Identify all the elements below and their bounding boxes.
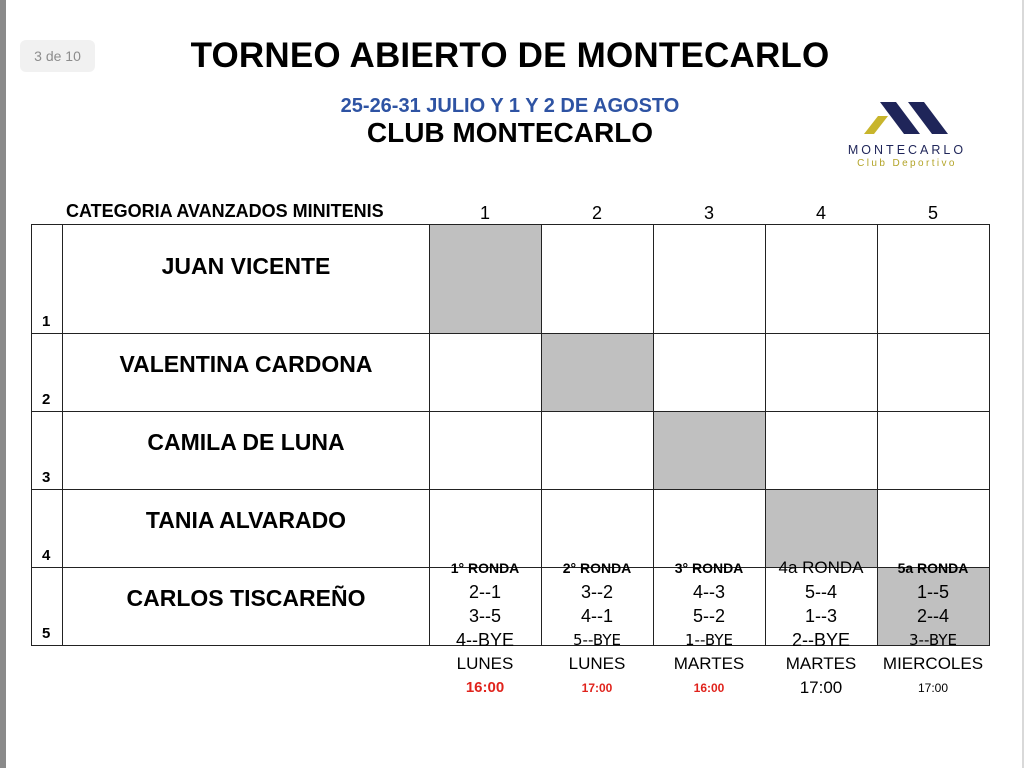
player-row-3 [32, 412, 990, 490]
match-pairing: 4--1 [580, 606, 613, 626]
player-number: 4 [42, 547, 51, 564]
score-cell [542, 225, 654, 334]
score-cell [430, 412, 542, 490]
round-time: 17:00 [799, 678, 843, 697]
match-pairing: 1--3 [804, 606, 837, 626]
score-cell [766, 412, 878, 490]
column-header-5: 5 [927, 203, 938, 223]
round-time: 16:00 [465, 679, 505, 696]
match-pairing: 5--BYE [573, 631, 621, 649]
round-day: MARTES [785, 654, 857, 673]
score-cell [766, 334, 878, 412]
round-label: 2° RONDA [562, 560, 632, 576]
player-name: CAMILA DE LUNA [63, 412, 430, 490]
round-schedule-3 [653, 556, 765, 700]
player-number-cell [32, 334, 63, 412]
match-pairing: 5--4 [804, 582, 837, 602]
score-cell [430, 334, 542, 412]
match-pairing: 3--BYE [909, 631, 957, 649]
player-number: 2 [42, 391, 51, 408]
logo-subtitle: Club Deportivo [857, 158, 957, 169]
round-schedule-5 [877, 556, 989, 700]
player-number-cell [32, 568, 63, 646]
match-pairing: 5--2 [692, 606, 725, 626]
score-cell-blocked [542, 334, 654, 412]
player-number-cell [32, 412, 63, 490]
score-cell [542, 412, 654, 490]
round-label: 5a RONDA [897, 560, 969, 576]
score-cell [878, 334, 990, 412]
score-cell-blocked [654, 412, 766, 490]
round-day: LUNES [456, 654, 514, 673]
match-pairing: 1--5 [916, 582, 949, 602]
round-schedule-1 [429, 556, 541, 700]
round-label: 3° RONDA [674, 560, 744, 576]
player-number-cell [32, 225, 63, 334]
round-time: 17:00 [581, 681, 613, 695]
player-number: 5 [42, 625, 51, 642]
round-time: 16:00 [693, 681, 725, 695]
player-name: TANIA ALVARADO [63, 490, 430, 568]
score-cell [878, 225, 990, 334]
match-pairing: 2--1 [468, 582, 501, 602]
player-number-cell [32, 490, 63, 568]
match-pairing: 2--4 [916, 606, 949, 626]
score-cell-blocked [430, 225, 542, 334]
match-pairing: 2--BYE [791, 630, 851, 650]
column-header-2: 2 [591, 203, 602, 223]
player-number: 3 [42, 469, 51, 486]
match-pairing: 3--5 [468, 606, 501, 626]
match-pairing: 4--BYE [455, 630, 515, 650]
player-name: VALENTINA CARDONA [63, 334, 430, 412]
score-cell [878, 412, 990, 490]
player-name: CARLOS TISCAREÑO [63, 568, 430, 646]
page-title: TORNEO ABIERTO DE MONTECARLO [190, 36, 830, 75]
score-cell [766, 225, 878, 334]
score-cell [654, 334, 766, 412]
score-cell [654, 225, 766, 334]
player-row-1 [32, 225, 990, 334]
montecarlo-mountain-icon [864, 100, 950, 138]
round-label: 4a RONDA [778, 558, 864, 577]
round-day: MARTES [673, 654, 745, 673]
round-day: LUNES [568, 654, 626, 673]
category-label: CATEGORIA AVANZADOS MINITENIS [66, 201, 384, 221]
player-name: JUAN VICENTE [63, 225, 430, 334]
player-number: 1 [42, 313, 51, 330]
column-header-4: 4 [815, 203, 826, 223]
match-pairing: 1--BYE [685, 631, 733, 649]
club-name: CLUB MONTECARLO [366, 117, 654, 148]
club-logo [842, 96, 972, 176]
round-schedule-2 [541, 556, 653, 700]
column-header-3: 3 [703, 203, 714, 223]
match-pairing: 4--3 [692, 582, 725, 602]
tournament-dates: 25-26-31 JULIO Y 1 Y 2 DE AGOSTO [340, 95, 680, 117]
viewer-left-edge [0, 0, 6, 768]
round-day: MIERCOLES [882, 654, 984, 673]
round-label: 1° RONDA [450, 560, 520, 576]
round-time: 17:00 [917, 681, 949, 695]
round-schedule-4 [765, 556, 877, 700]
column-header-1: 1 [479, 203, 490, 223]
player-row-2 [32, 334, 990, 412]
page-indicator: 3 de 10 [20, 40, 95, 72]
logo-name: MONTECARLO [847, 143, 967, 157]
match-pairing: 3--2 [580, 582, 613, 602]
